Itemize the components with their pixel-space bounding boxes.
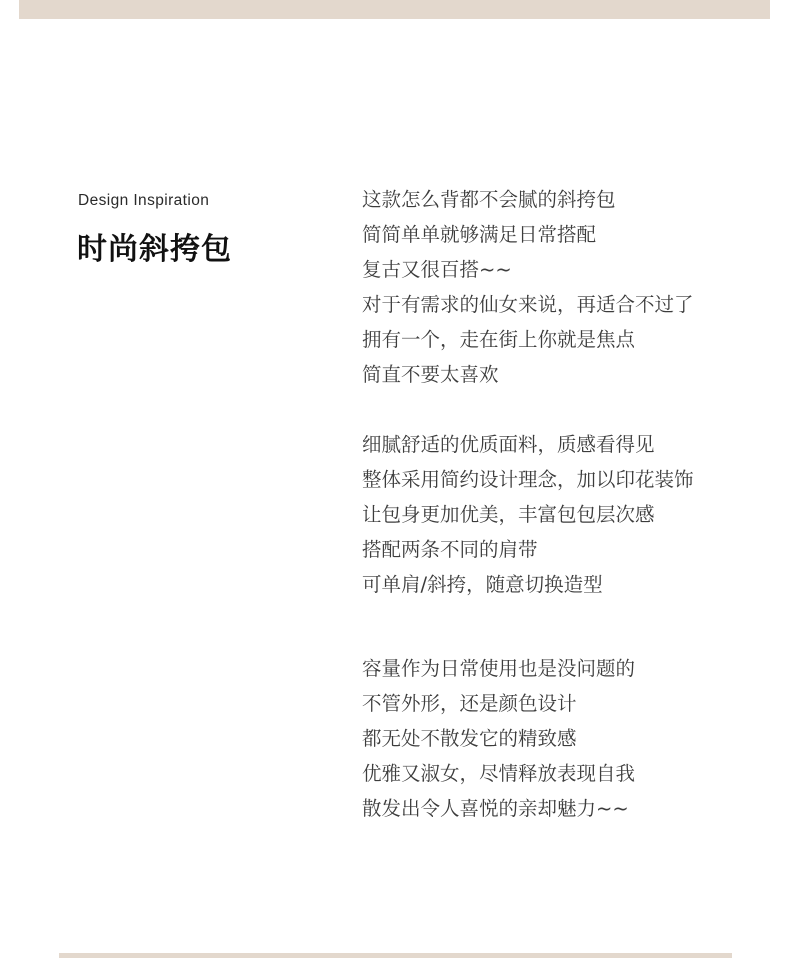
bottom-decorative-bar	[59, 953, 732, 958]
text-line: 对于有需求的仙女来说，再适合不过了	[362, 293, 694, 316]
text-line: 这款怎么背都不会腻的斜挎包	[362, 188, 616, 211]
text-line: 优雅又淑女，尽情释放表现自我	[362, 762, 636, 785]
paragraph-spacer	[362, 602, 772, 651]
paragraph-1	[362, 182, 772, 392]
text-line: 都无处不散发它的精致感	[362, 727, 577, 750]
text-line: 简直不要太喜欢	[362, 363, 499, 386]
text-line: 不管外形，还是颜色设计	[362, 692, 577, 715]
text-line: 拥有一个，走在街上你就是焦点	[362, 328, 636, 351]
description-text	[362, 182, 772, 826]
text-line: 让包身更加优美，丰富包包层次感	[362, 503, 655, 526]
text-line: 散发出令人喜悦的亲却魅力~~	[362, 797, 629, 820]
text-line: 整体采用简约设计理念，加以印花装饰	[362, 468, 694, 491]
paragraph-spacer	[362, 392, 772, 427]
section-subtitle: Design Inspiration	[78, 192, 210, 209]
text-line: 搭配两条不同的肩带	[362, 538, 538, 561]
section-title: 时尚斜挎包	[77, 232, 232, 267]
text-line: 简简单单就够满足日常搭配	[362, 223, 597, 246]
paragraph-2	[362, 427, 772, 602]
text-line: 细腻舒适的优质面料，质感看得见	[362, 433, 655, 456]
text-line: 复古又很百搭~~	[362, 258, 512, 281]
top-decorative-bar	[19, 0, 770, 19]
text-line: 容量作为日常使用也是没问题的	[362, 657, 636, 680]
paragraph-3	[362, 651, 772, 826]
text-line: 可单肩/斜挎，随意切换造型	[362, 573, 603, 596]
